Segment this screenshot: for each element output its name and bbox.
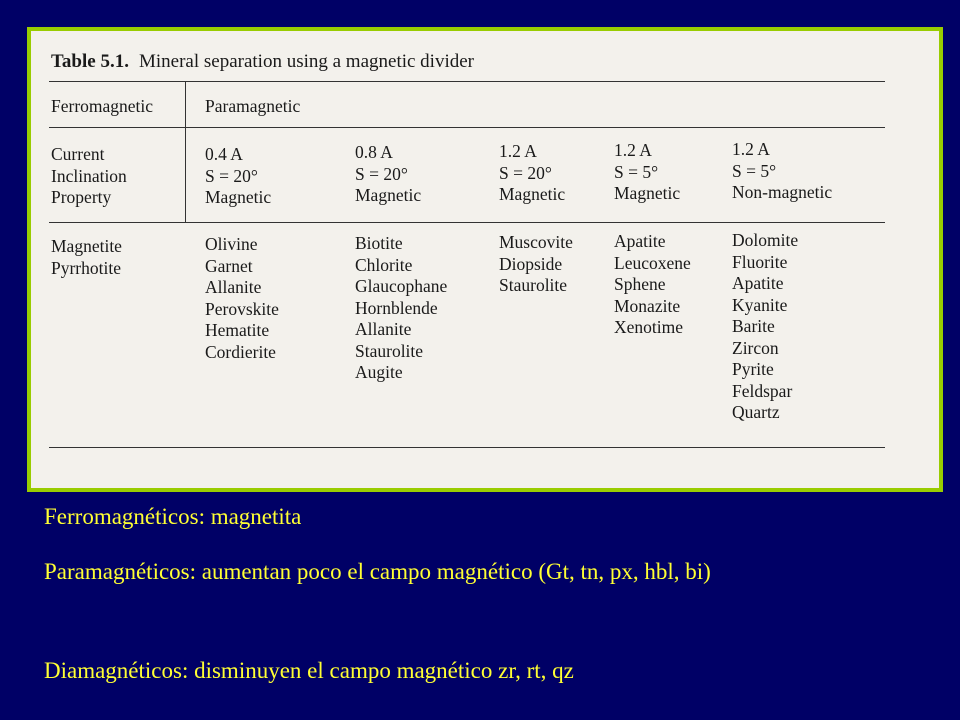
mineral-item: Quartz <box>732 402 780 422</box>
column-4-minerals <box>614 231 691 339</box>
mineral-item: Dolomite <box>732 230 799 250</box>
header-ferromagnetic: Ferromagnetic <box>51 96 154 116</box>
table-rule-header <box>49 127 885 128</box>
mineral-item: Allanite <box>355 319 412 339</box>
table-rule-bottom <box>49 447 885 448</box>
mineral-item: Cordierite <box>205 341 276 362</box>
caption-diamagnetic: Diamagnéticos: disminuyen el campo magnético zr, rt, qz <box>44 658 574 683</box>
header-paramagnetic: Paramagnetic <box>205 96 301 116</box>
column-3-conditions <box>499 141 565 206</box>
mineral-item: Staurolite <box>355 340 424 361</box>
mineral-item: Diopside <box>499 253 563 274</box>
mineral-item: Glaucophane <box>355 276 448 296</box>
column-2-minerals <box>355 233 447 384</box>
mineral-item: Olivine <box>205 234 258 254</box>
column-1-property: Magnetic <box>205 187 272 207</box>
table-rule-top <box>49 81 885 82</box>
row-label-current: Current <box>51 144 105 164</box>
column-3-minerals <box>499 232 573 297</box>
column-3-property: Magnetic <box>499 184 566 204</box>
mineral-item: Leucoxene <box>614 252 691 273</box>
mineral-item: Pyrite <box>732 359 774 379</box>
mineral-item: Xenotime <box>614 317 684 337</box>
mineral-item: Fluorite <box>732 251 788 272</box>
table-column-divider <box>185 82 186 223</box>
column-4-current: 1.2 A <box>614 140 652 160</box>
mineral-item: Pyrrhotite <box>51 257 121 278</box>
mineral-item: Apatite <box>614 231 666 251</box>
ferromagnetic-minerals <box>51 236 122 279</box>
table-title-text: Mineral separation using a magnetic divider <box>138 51 475 72</box>
column-5-minerals <box>732 230 798 424</box>
column-1-minerals <box>205 234 279 363</box>
mineral-item: Barite <box>732 316 775 336</box>
row-labels <box>51 144 127 209</box>
column-4-conditions <box>614 140 680 205</box>
mineral-item: Magnetite <box>51 236 122 256</box>
mineral-item: Hornblende <box>355 297 438 318</box>
table-label: Table 5.1. <box>51 51 129 72</box>
column-2-current: 0.8 A <box>355 142 393 162</box>
column-4-property: Magnetic <box>614 183 681 203</box>
column-5-current: 1.2 A <box>732 139 770 159</box>
column-1-conditions <box>205 144 271 209</box>
mineral-item: Hematite <box>205 320 270 340</box>
row-label-property: Property <box>51 187 112 207</box>
mineral-item: Kyanite <box>732 294 788 315</box>
column-5-inclination: S = 5° <box>732 160 777 181</box>
mineral-item: Perovskite <box>205 298 279 319</box>
mineral-item: Allanite <box>205 277 262 297</box>
mineral-item: Staurolite <box>499 275 568 295</box>
mineral-item: Augite <box>355 362 403 382</box>
column-3-inclination: S = 20° <box>499 162 552 183</box>
column-1-current: 0.4 A <box>205 144 243 164</box>
mineral-item: Muscovite <box>499 232 573 252</box>
mineral-item: Monazite <box>614 295 681 316</box>
mineral-item: Apatite <box>732 273 784 293</box>
caption-ferromagnetic: Ferromagnéticos: magnetita <box>44 504 302 529</box>
row-label-inclination: Inclination <box>51 165 127 186</box>
column-4-inclination: S = 5° <box>614 161 659 182</box>
column-1-inclination: S = 20° <box>205 165 258 186</box>
table-rule-conditions <box>49 222 885 223</box>
mineral-item: Zircon <box>732 337 779 358</box>
mineral-item: Chlorite <box>355 254 413 275</box>
column-5-conditions <box>732 139 832 204</box>
column-2-conditions <box>355 142 421 207</box>
column-2-property: Magnetic <box>355 185 422 205</box>
table-title <box>51 51 474 73</box>
mineral-item: Sphene <box>614 274 666 294</box>
mineral-item: Feldspar <box>732 380 793 401</box>
column-5-property: Non-magnetic <box>732 182 833 202</box>
mineral-item: Garnet <box>205 255 253 276</box>
mineral-item: Biotite <box>355 233 403 253</box>
table-scan-image <box>27 27 943 492</box>
column-2-inclination: S = 20° <box>355 163 408 184</box>
caption-paramagnetic: Paramagnéticos: aumentan poco el campo magnético (Gt, tn, px, hbl, bi) <box>44 559 711 584</box>
column-3-current: 1.2 A <box>499 141 537 161</box>
